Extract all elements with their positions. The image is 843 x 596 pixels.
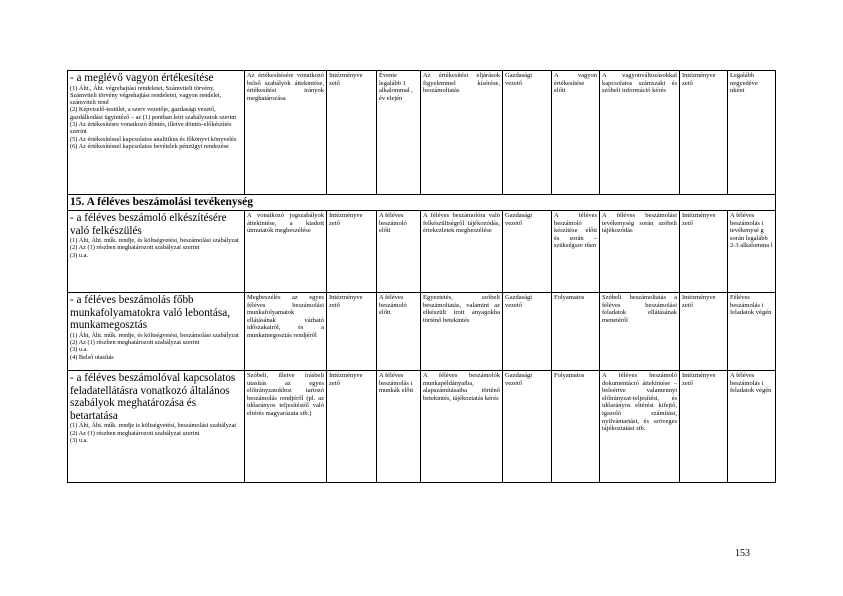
process-ref: (3) u.a. xyxy=(70,346,89,354)
table-cell: Megbeszélés az egyes féléves beszámolási munkafolyamatok ellátásának várható időszakairól, és a munkamegosztás rendjéről xyxy=(245,293,327,371)
process-ref: (1) Áht., Áht. végrehajtási rendeletei, Számviteli törvény, Számviteli törvény végrehajtási rendeletei, vagyon rendelet, számviteli rend xyxy=(70,84,222,107)
table-cell: Folyamatos xyxy=(552,293,600,371)
table-cell: Legalább negyedéve nként xyxy=(728,71,776,195)
process-ref: (5) Az értékesítéssel kapcsolatos analitikus és főkönyvi könyvelés xyxy=(70,135,237,143)
table-cell: Gazdasági vezető xyxy=(503,71,552,195)
table-cell: Évente legalább 1 alkalommal , év elején xyxy=(377,71,421,195)
table-cell: A féléves beszámolás i feladatok végén xyxy=(728,371,776,483)
process-ref: (3) u.a. xyxy=(70,436,89,444)
table-cell: Szóbeli beszámoltatás a féléves beszámolási feladatok ellátásának menetéről xyxy=(600,293,680,371)
process-ref: (2) Az (1) részben meghatározott szabályzat szerint xyxy=(70,244,200,252)
table-row xyxy=(68,211,776,293)
table-cell: A féléves beszámolás i tevékenysé g során legalább 2-3 alkalomma l xyxy=(728,211,776,293)
table-cell: Intézményve zető xyxy=(327,371,377,483)
table-row xyxy=(68,293,776,371)
process-cell xyxy=(68,371,245,483)
process-cell xyxy=(68,211,245,293)
table-cell: A féléves beszámoló előtt xyxy=(377,211,421,293)
process-ref: (4) Belső utasítás xyxy=(70,353,114,361)
section-title: 15. A féléves beszámolási tevékenység xyxy=(68,195,776,211)
table-cell: Egyeztetés, szóbeli beszámoltatás, valamint az elkészült írott anyagokba történő betekintés xyxy=(421,293,503,371)
page-number: 153 xyxy=(735,548,750,559)
table-cell: Féléves beszámolás i feladatok végén xyxy=(728,293,776,371)
table-cell: A féléves beszámolás i munkák előtt xyxy=(377,371,421,483)
table-cell: Gazdasági vezető xyxy=(503,371,552,483)
process-title: - a féléves beszámoló elkészítésére való felkészülés xyxy=(70,212,227,237)
process-cell xyxy=(68,293,245,371)
process-ref: (2) Az (1) részben meghatározott szabályzat szerint xyxy=(70,429,200,437)
table-cell: Gazdasági vezető xyxy=(503,293,552,371)
process-ref: (1) Áht, Áht. műk. rendje, és költségvetési, beszámolási szabályzat xyxy=(70,237,239,245)
process-ref: (1) Áht, Áht. műk. rendje, és költségvetési, beszámolási szabályzat xyxy=(70,331,239,339)
process-title: - a féléves beszámolás főbb munkafolyamatokra való lebontása, munkamegosztás xyxy=(70,294,230,332)
table-cell: Folyamatos xyxy=(552,371,600,483)
table-cell: A vonatkozó jogszabályok áttekintése, a kiadott útmutatók megbeszélése xyxy=(245,211,327,293)
table-cell: Az értékesítési eljárások figyelemmel kísérése, beszámoltatás xyxy=(421,71,503,195)
table-cell: Szóbeli, illetve írásbeli utasítás az egyes előirányzatokhoz tartozó beszámolás rendjéről (pl. az időarányos teljesítéstől való eltérés magyarázata stb.) xyxy=(245,371,327,483)
table-cell: A féléves beszámolók munkapéldányaiba, alapszámításaiba történő betekintés, tájékoztatás kérés xyxy=(421,371,503,483)
table-row xyxy=(68,71,776,195)
process-ref: (1) Áht, Áht. műk. rendje is költségvetési, beszámolási szabályzat xyxy=(70,422,237,430)
table-cell: A féléves beszámoló készítése előtt és során – szükségsze rűen xyxy=(552,211,600,293)
table-cell: Intézményve zető xyxy=(327,293,377,371)
process-ref: (3) Az értékesítésre vonatkozó döntés, illetve döntés-előkészítés szerint xyxy=(70,121,232,136)
table-cell: Intézményve zető xyxy=(327,71,377,195)
table-cell: Az értékesítésére vonatkozó belső szabályok áttekintése, értékesítési irányok meghatározása xyxy=(245,71,327,195)
table-cell: A féléves beszámolási tevékenység során szóbeli tájékozódás xyxy=(600,211,680,293)
process-ref: (2) Képviselő-testület, a szerv vezetője, gazdasági vezető, gazdálkodási ügyintéző – az (1) pontban leírt szabályzatok szerint xyxy=(70,106,237,121)
process-cell xyxy=(68,71,245,195)
table-cell: Intézményve zető xyxy=(327,211,377,293)
table-cell: Intézményve zető xyxy=(680,211,728,293)
table-row xyxy=(68,371,776,483)
process-title: - a meglévő vagyon értékesítése xyxy=(70,72,214,84)
process-ref: (3) u.a. xyxy=(70,251,89,259)
process-ref: (2) Az (1) részben meghatározott szabályzat szerint xyxy=(70,339,200,347)
table-cell: A vagyon értékesítése előtt xyxy=(552,71,600,195)
table-cell: Gazdasági vezető xyxy=(503,211,552,293)
table-cell: Intézményve zető xyxy=(680,293,728,371)
table-cell: A féléves beszámolóra való felkészültségről tájékozódás, értekezletek megbeszélése xyxy=(421,211,503,293)
table-cell: Intézményve zető xyxy=(680,71,728,195)
table-cell: A féléves beszámoló dokumentáció áttekintése – beleértve valamennyi előirányzat-teljesítést, és időarányos eltérést kifejtő, igazoló számítást, nyilvántartást, és szöveges tájékoztatást stb. xyxy=(600,371,680,483)
process-title: - a féléves beszámolóval kapcsolatos feladatellátásra vonatkozó általános szabályok meghatározása és betartatása xyxy=(70,372,236,422)
section-row xyxy=(68,195,776,211)
control-matrix-table xyxy=(67,70,776,483)
process-ref: (6) Az értékesítéssel kapcsolatos bevételek pénzügyi rendezése xyxy=(70,142,229,150)
table-cell: Intézményve zető xyxy=(680,371,728,483)
table-cell: A féléves beszámoló előtt xyxy=(377,293,421,371)
table-cell: A vagyonváltozásokkal kapcsolatos számszaki és szóbeli információ kérés xyxy=(600,71,680,195)
